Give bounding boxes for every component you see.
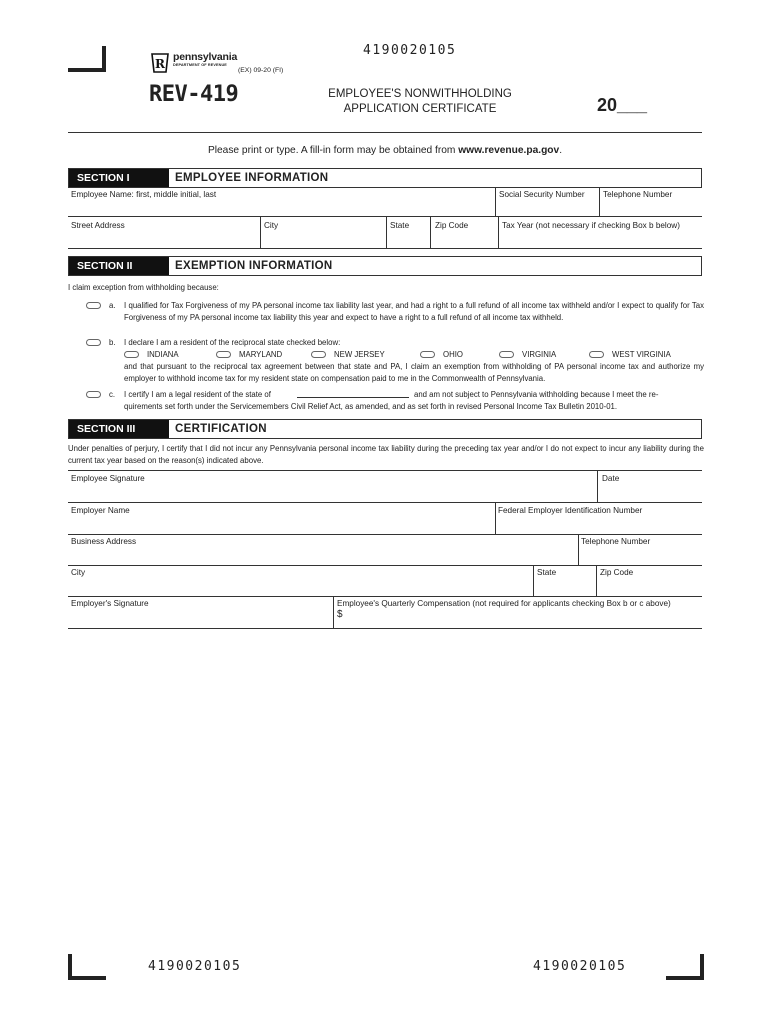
checkbox-state-ohio[interactable] xyxy=(420,351,435,358)
instruction-text: Please print or type. A fill-in form may be obtained from xyxy=(207,145,459,156)
tax-year-label: Tax Year (not necessary if checking Box b below) xyxy=(502,221,680,230)
telephone-field[interactable] xyxy=(600,200,702,215)
option-a-letter: a. xyxy=(109,301,116,310)
checkbox-state-maryland[interactable] xyxy=(216,351,231,358)
option-b-letter: b. xyxy=(109,338,116,347)
employee-signature-field[interactable] xyxy=(68,484,596,501)
business-address-label: Business Address xyxy=(71,537,137,546)
ssn-label: Social Security Number xyxy=(499,190,585,199)
option-c-text: I certify I am a legal resident of the state of xyxy=(124,390,271,399)
state-ohio-label: OHIO xyxy=(443,350,463,359)
state-new-jersey-label: NEW JERSEY xyxy=(334,350,385,359)
section-1-title: EMPLOYEE INFORMATION xyxy=(175,172,329,184)
tax-year-input[interactable] xyxy=(499,231,702,248)
section-2-title: EXEMPTION INFORMATION xyxy=(175,260,333,272)
employer-state-field[interactable] xyxy=(534,578,595,595)
zip-code-label: Zip Code xyxy=(435,221,469,230)
logo-department: DEPARTMENT OF REVENUE xyxy=(173,63,227,67)
resident-state-input[interactable] xyxy=(297,387,409,398)
state-west-virginia-label: WEST VIRGINIA xyxy=(612,350,671,359)
barcode-number-bottom-right: 4190020105 xyxy=(533,959,627,974)
option-b-text: I declare I am a resident of the reciprocal state checked below: xyxy=(124,338,341,347)
state-maryland-label: MARYLAND xyxy=(239,350,283,359)
row-rule xyxy=(68,470,702,471)
form-title-line2: APPLICATION CERTIFICATE xyxy=(343,103,497,115)
state-field[interactable] xyxy=(387,231,429,248)
compensation-label: Employee's Quarterly Compensation (not required for applicants checking Box b or c above) xyxy=(337,599,671,608)
state-virginia-label: VIRGINIA xyxy=(522,350,557,359)
employer-state-label: State xyxy=(537,568,557,577)
fein-field[interactable] xyxy=(496,516,702,533)
date-label: Date xyxy=(602,474,620,483)
option-c-letter: c. xyxy=(109,390,116,399)
employer-city-field[interactable] xyxy=(68,578,532,595)
divider xyxy=(333,596,334,628)
certification-statement: Under penalties of perjury, I certify that I did not incur any Pennsylvania personal income tax liability during the preceding tax year and/or I do not expect to incur any liability during the current tax year based on the reason(s) indicated above. xyxy=(68,444,704,465)
checkbox-option-b[interactable] xyxy=(86,339,101,346)
employer-city-label: City xyxy=(71,568,86,577)
zip-code-field[interactable] xyxy=(431,231,497,248)
city-label: City xyxy=(264,221,279,230)
section-3-tag: SECTION III xyxy=(69,420,169,438)
option-c-text-continued: quirements set forth under the Servicemembers Civil Relief Act, as amended, and as set forth in revised Personal Income Tax Bulletin 2010-01. xyxy=(124,402,618,411)
telephone-label: Telephone Number xyxy=(603,190,673,199)
employer-telephone-label: Telephone Number xyxy=(581,537,651,546)
row-rule xyxy=(68,628,702,629)
instruction-end: . xyxy=(559,145,563,156)
checkbox-option-a[interactable] xyxy=(86,302,101,309)
row-rule xyxy=(68,502,702,503)
corner-mark-bottom-left xyxy=(68,954,106,980)
form-title xyxy=(300,87,540,117)
checkbox-state-indiana[interactable] xyxy=(124,351,139,358)
corner-mark-top-left xyxy=(68,46,106,72)
option-b-text-continued: and that pursuant to the reciprocal tax agreement between that state and PA, I claim an exemption from withholding of PA personal income tax and authorize my employer to withhold income tax for my resident state on compensation paid to me in the Commonwealth of Pennsylvania. xyxy=(124,362,704,383)
exemption-intro: I claim exception from withholding because: xyxy=(68,283,219,292)
row-rule xyxy=(68,216,702,217)
section-3-title: CERTIFICATION xyxy=(175,423,267,435)
checkbox-state-new-jersey[interactable] xyxy=(311,351,326,358)
employer-name-field[interactable] xyxy=(68,516,494,533)
corner-mark-bottom-right xyxy=(666,954,704,980)
row-rule xyxy=(68,534,702,535)
street-address-label: Street Address xyxy=(71,221,125,230)
tax-year-field[interactable]: 20___ xyxy=(597,95,648,115)
section-3-header xyxy=(68,419,702,439)
svg-text:R: R xyxy=(155,57,165,71)
keystone-icon xyxy=(150,52,170,74)
employee-signature-label: Employee Signature xyxy=(71,474,145,483)
form-version: (EX) 09-20 (FI) xyxy=(238,67,284,74)
logo-name: pennsylvania xyxy=(173,51,238,63)
date-field[interactable] xyxy=(598,484,702,501)
ssn-field[interactable] xyxy=(496,200,598,215)
row-rule xyxy=(68,248,702,249)
option-c-text-post: and am not subject to Pennsylvania withholding because I meet the re- xyxy=(414,390,659,399)
revenue-website-link[interactable]: www.revenue.pa.gov xyxy=(458,145,560,156)
employee-name-label: Employee Name: first, middle initial, last xyxy=(71,190,217,199)
employer-zip-label: Zip Code xyxy=(600,568,634,577)
state-label: State xyxy=(390,221,410,230)
employer-signature-label: Employer's Signature xyxy=(71,599,149,608)
fein-label: Federal Employer Identification Number xyxy=(498,506,643,515)
checkbox-state-virginia[interactable] xyxy=(499,351,514,358)
city-field[interactable] xyxy=(261,231,385,248)
employer-signature-field[interactable] xyxy=(68,609,332,627)
checkbox-option-c[interactable] xyxy=(86,391,101,398)
business-address-field[interactable] xyxy=(68,547,577,564)
section-1-header xyxy=(68,168,702,188)
row-rule xyxy=(68,596,702,597)
employer-telephone-field[interactable] xyxy=(579,547,702,564)
compensation-field[interactable] xyxy=(346,609,702,627)
checkbox-state-west-virginia[interactable] xyxy=(589,351,604,358)
section-2-header xyxy=(68,256,702,276)
option-a-text: I qualified for Tax Forgiveness of my PA personal income tax liability last year, and had a right to a full refund of all income tax withheld and/or I expect to qualify for Tax Forgiveness of my PA personal income tax liability this year and expect to have a right to a full refund of all income tax withheld. xyxy=(124,301,704,322)
header-rule xyxy=(68,132,702,133)
form-title-line1: EMPLOYEE'S NONWITHHOLDING xyxy=(328,88,512,100)
employer-name-label: Employer Name xyxy=(71,506,130,515)
employer-zip-field[interactable] xyxy=(597,578,702,595)
row-rule xyxy=(68,565,702,566)
barcode-number-top: 4190020105 xyxy=(363,43,457,58)
form-number: REV-419 xyxy=(149,82,239,107)
dollar-sign: $ xyxy=(337,609,343,620)
instruction-line xyxy=(0,145,770,156)
employee-name-field[interactable] xyxy=(68,200,494,215)
section-2-tag: SECTION II xyxy=(69,257,169,275)
street-address-field[interactable] xyxy=(68,231,259,248)
barcode-number-bottom-left: 4190020105 xyxy=(148,959,242,974)
section-1-tag: SECTION I xyxy=(69,169,169,187)
state-indiana-label: INDIANA xyxy=(147,350,179,359)
